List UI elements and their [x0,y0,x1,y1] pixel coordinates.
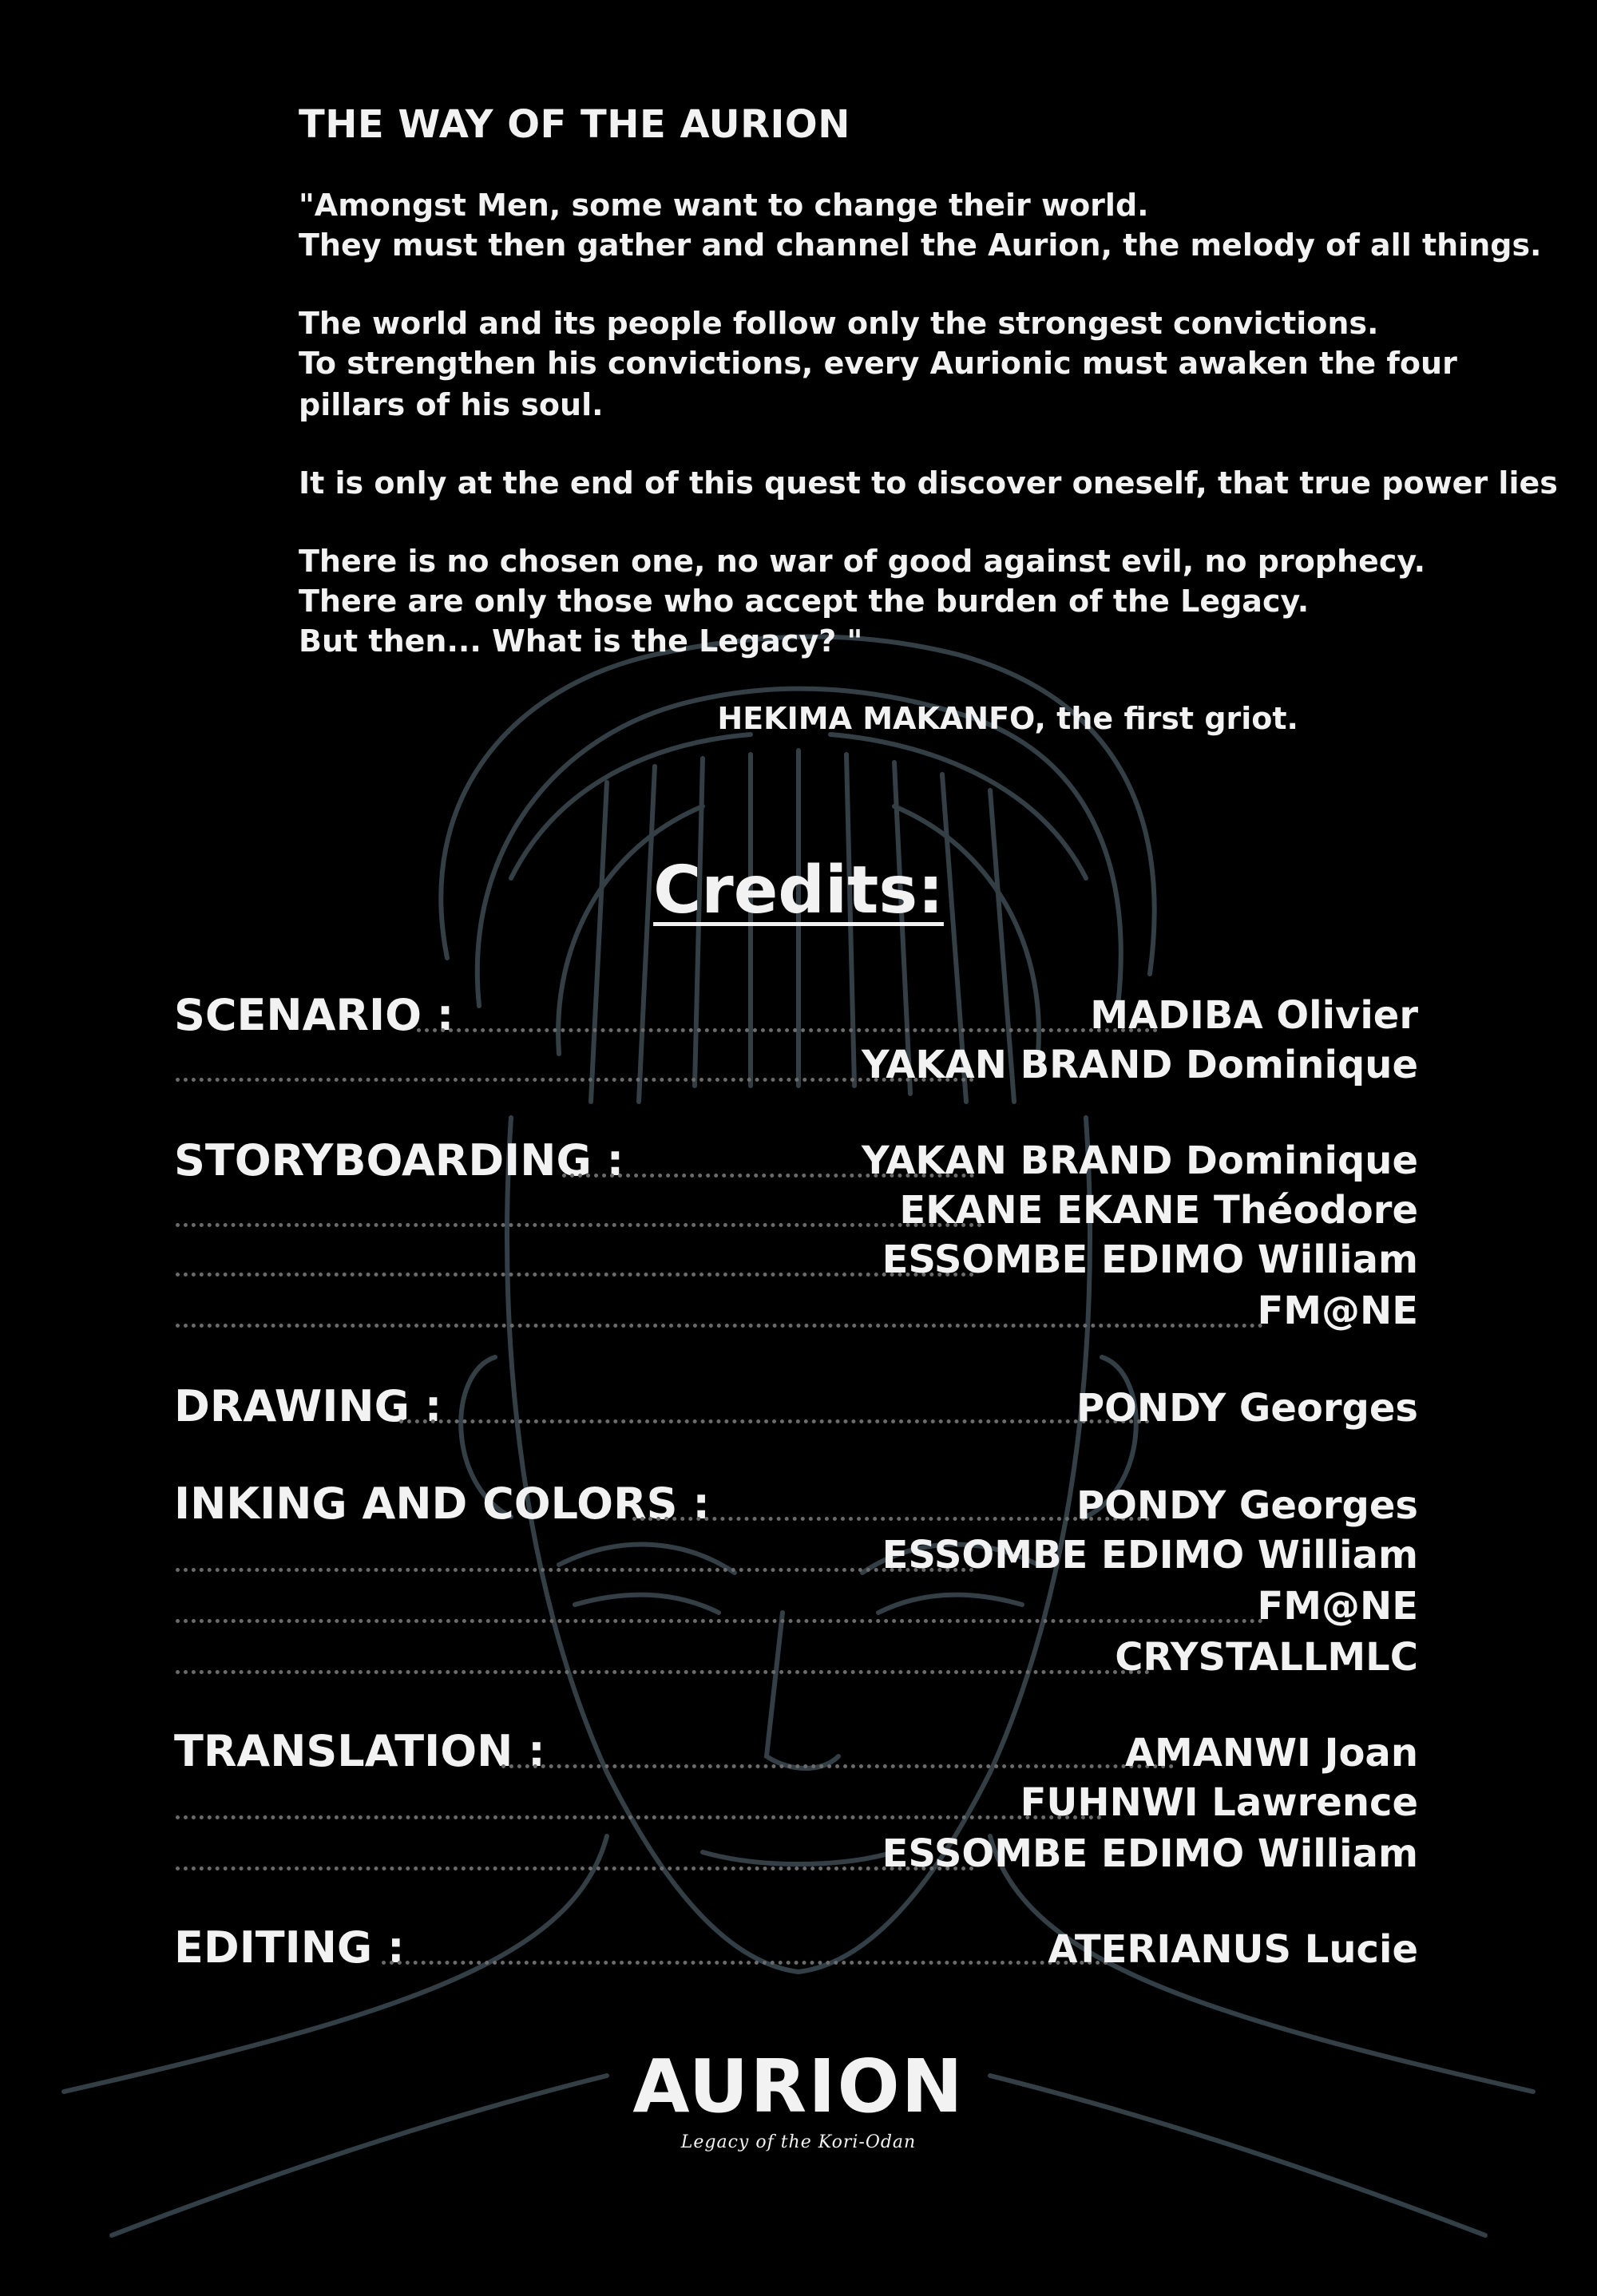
dotted-leader [176,1866,974,1870]
credit-name: YAKAN BRAND Dominique [862,1043,1418,1087]
dotted-leader [176,1670,1150,1674]
credit-name: CRYSTALLMLC [1115,1635,1418,1680]
credit-name: ESSOMBE EDIMO William [882,1533,1418,1578]
role-label-inking-and-colors: INKING AND COLORS : [174,1479,710,1529]
credit-name: ATERIANUS Lucie [1048,1927,1418,1972]
credit-name: MADIBA Olivier [1090,993,1418,1038]
role-label-editing: EDITING : [174,1922,405,1973]
credit-name: PONDY Georges [1076,1386,1418,1431]
dotted-leader [632,1517,1150,1521]
dotted-leader [176,1815,1102,1819]
quote-line: It is only at the end of this quest to discover oneself, that true power lies [299,465,1558,501]
logo-title: AURION [632,2044,965,2129]
role-label-drawing: DRAWING : [174,1381,442,1431]
role-label-scenario: SCENARIO : [174,990,454,1040]
credit-name: EKANE EKANE Théodore [899,1188,1418,1233]
intro-title: THE WAY OF THE AURION [299,102,850,147]
dotted-leader [176,1619,1263,1623]
dotted-leader [176,1324,1263,1328]
credit-name: PONDY Georges [1076,1483,1418,1528]
dotted-leader [176,1078,974,1082]
dotted-leader [176,1273,974,1277]
credit-name: YAKAN BRAND Dominique [862,1138,1418,1183]
role-label-translation: TRANSLATION : [174,1726,545,1776]
aurion-logo [0,2044,1597,2152]
credit-name: AMANWI Joan [1124,1731,1418,1775]
credit-name: FUHNWI Lawrence [1020,1780,1418,1825]
quote-line: "Amongst Men, some want to change their world. [299,188,1149,223]
dotted-leader [501,1764,1174,1768]
credit-name: FM@NE [1257,1289,1418,1333]
quote-line: There are only those who accept the burden of the Legacy. [299,584,1310,619]
quote-attribution: HEKIMA MAKANFO, the first griot. [717,701,1298,736]
quote-line: To strengthen his convictions, every Aurionic must awaken the four [299,346,1457,381]
dotted-leader [176,1568,974,1572]
credit-name: ESSOMBE EDIMO William [882,1831,1418,1876]
credits-heading-text: Credits: [653,853,944,928]
quote-line: But then... What is the Legacy? " [299,623,863,659]
dotted-leader [417,1028,1158,1032]
quote-line: There is no chosen one, no war of good against evil, no prophecy. [299,544,1426,579]
role-label-storyboarding: STORYBOARDING : [174,1135,624,1186]
credits-heading [0,853,1597,928]
quote-line: pillars of his soul. [299,387,604,422]
dotted-leader [399,1419,1150,1423]
dotted-leader [382,1961,1108,1965]
quote-line: They must then gather and channel the Aurion, the melody of all things. [299,228,1542,263]
credit-name: FM@NE [1257,1584,1418,1629]
credit-name: ESSOMBE EDIMO William [882,1237,1418,1282]
logo-subtitle: Legacy of the Kori-Odan [680,2132,917,2152]
quote-line: The world and its people follow only the strongest convictions. [299,306,1379,341]
dotted-leader [176,1223,982,1227]
